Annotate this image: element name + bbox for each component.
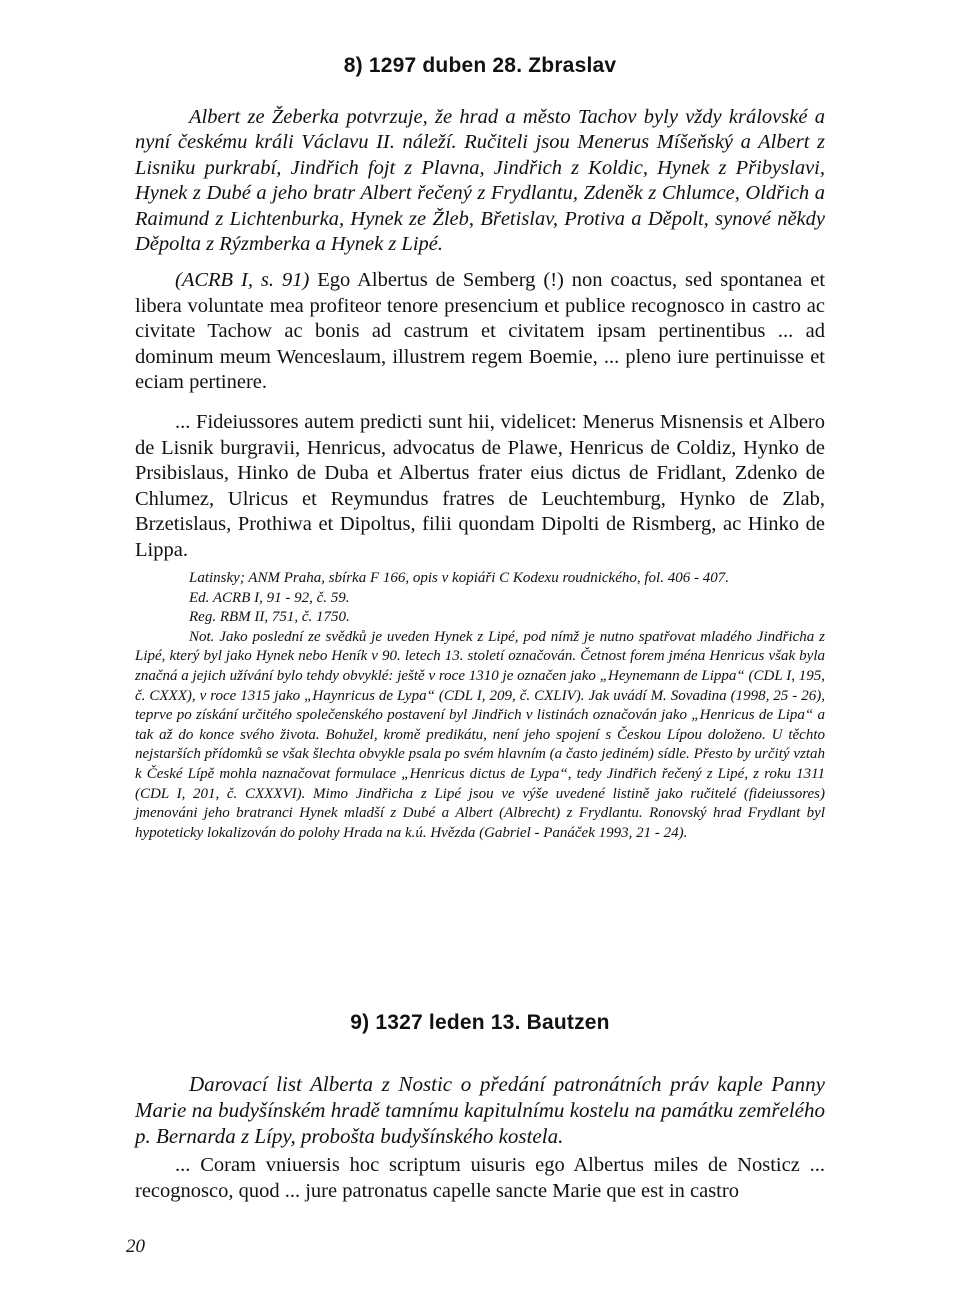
charter-abstract-2	[135, 1071, 825, 1149]
edition-line: Ed. ACRB I, 91 - 92, č. 59.	[189, 589, 350, 606]
latin-paragraph-2: ... Fideiussores autem predicti sunt hii, videlicet: Menerus Misnensis et Albero de Lisnik burgravii, Henricus, advocatus de Plawe, Henricus de Coldiz, Hynko de Prsibislaus, Hinko de Duba et Albertus frater eius dictus de Fridlant, Zdenko de Chlumez, Ulricus et Reymundus fratres de Leuchtemburg, Hynko de Zlab, Brzetislaus, Prothiwa et Dipoltus, filii quondam Dipolti de Rismberg, ac Hinko de Lippa.	[135, 411, 825, 561]
regest-line: Reg. RBM II, 751, č. 1750.	[189, 609, 350, 626]
abstract-text-2: Darovací list Alberta z Nostic o předání patronátních práv kaple Panny Marie na budyšínském hradě tamnímu kapitulnímu kostelu na památku zemřelého p. Bernarda z Lípy, probošta budyšínského kostela.	[135, 1072, 825, 1148]
abstract-text-1: Albert ze Žeberka potvrzuje, že hrad a město Tachov byly vždy královské a nyní českému králi Václavu II. náleží. Ručiteli jsou Menerus Míšeňský a Albert z Lisniku purkrabí, Jindřich fojt z Plavna, Jindřich z Koldic, Hynek z Přibyslavi, Hynek z Dubé a jeho bratr Albert řečený z Frydlantu, Zdeněk z Chlumce, Oldřich a Raimund z Lichtenburka, Hynek ze Žleb, Břetislav, Protiva a Děpolt, synové někdy Děpolta z Rýzmberka a Hynek z Lipé.	[135, 106, 825, 256]
commentary-note	[135, 628, 825, 844]
charter-heading-1: 8) 1297 duben 28. Zbraslav	[343, 54, 617, 77]
charter-heading-2: 9) 1327 leden 13. Bautzen	[350, 1011, 610, 1034]
latin-text-2	[135, 410, 825, 563]
commentary-text: Not. Jako poslední ze svědků je uveden Hynek z Lipé, pod nímž je nutno spatřovat mladého Jindřicha z Lipé, který byl jako Hynek nebo Heník v 90. letech 13. století označován. Četnost forem jména Henricus však byla značná a jejich užívání bylo tehdy obvyklé: ještě v roce 1310 je označen jako „Heynemann de Lippa“ (CDL I, 195, č. CXXX), v roce 1315 jako „Haynricus de Lypa“ (CDL I, 209, č. CXLIV). Jak uvádí M. Sovadina (1998, 25 - 26), teprve po získání určitého společenského postavení byl Jindřich v listinách označován jako „Henricus de Lipa“ a tak až do konce svého života. Bohužel, kromě predikátu, není jeho spojení s Českou Lípou doloženo. U těchto nejstarších přídomků se však šlechta obvykle psala po svém hlavním (a často jediném) sídle. Přesto by určitý vztah k České Lípě mohla naznačovat formulace „Henricus dictus de Lypa“, tedy Jindřich řečený z Lipé, z roku 1311 (CDL I, 201, č. CXXXVI). Mimo Jindřicha z Lipé jsou ve výše uvedené listině jako ručitelé (fideiussores) jmenováni jeho bratranci Hynek mladší z Dubé a Albert (Albrecht) z Frydlantu. Ronovský hrad Frydlant byl hypoteticky lokalizován do polohy Hrada na k.ú. Hvězda (Gabriel - Panáček 1993, 21 - 24).	[135, 628, 825, 841]
latin-paragraph-3: ... Coram vniuersis hoc scriptum uisuris ego Albertus miles de Nosticz ... recognosco, quod ... jure patronatus capelle sancte Marie que est in castro	[135, 1154, 825, 1202]
charter-abstract-1	[135, 105, 825, 257]
page-number: 20	[126, 1236, 145, 1257]
latin-paragraph-1: Ego Albertus de Semberg (!) non coactus, sed spontanea et libera voluntate mea profiteor tenore presencium et publice recognosco in castro ac civitate Tachow ac bonis ad castrum et civitatem ipsam pertinentibus ... ad dominum meum Wenceslaum, illustrem regem Boemie, ... pleno iure pertinuisse et eciam pertinere.	[135, 269, 826, 393]
latin-text-3	[135, 1153, 825, 1204]
latin-reference: (ACRB I, s. 91)	[175, 269, 310, 291]
charter-notes-1	[135, 569, 825, 843]
source-line: Latinsky; ANM Praha, sbírka F 166, opis v kopiáři C Kodexu roudnického, fol. 406 - 407.	[189, 570, 729, 586]
latin-text-1	[135, 268, 825, 396]
